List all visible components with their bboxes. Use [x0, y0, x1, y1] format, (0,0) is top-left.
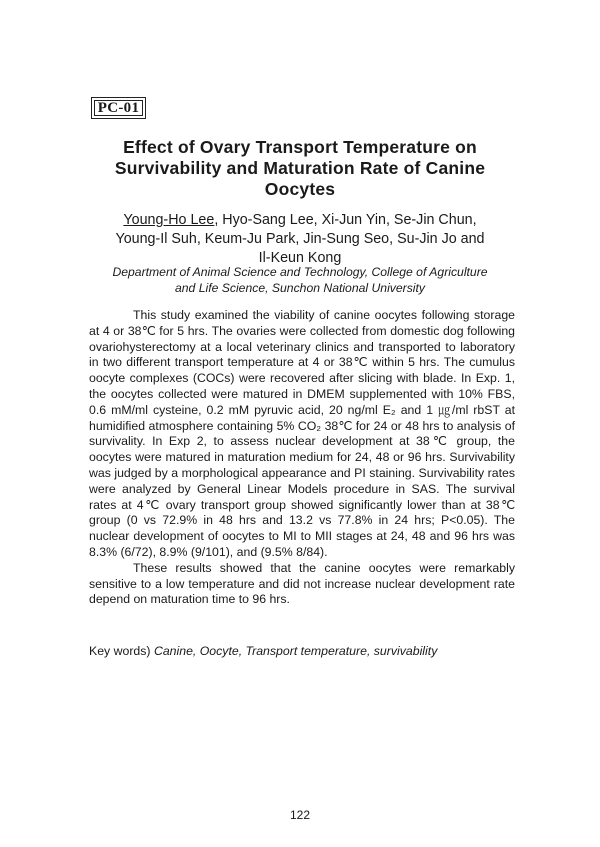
title-line: Oocytes — [264, 179, 336, 199]
keywords — [89, 643, 519, 659]
author-names: , Hyo-Sang Lee, Xi-Jun Yin, Se-Jin Chun, — [214, 212, 477, 228]
title-line: Survivability and Maturation Rate of Canine — [114, 158, 486, 178]
author-line: Young-Il Suh, Keum-Ju Park, Jin-Sung Seo, Su-Jin Jo and — [115, 231, 485, 247]
abstract-body — [89, 308, 515, 608]
title-line: Effect of Ovary Transport Temperature on — [123, 137, 477, 157]
paper-title — [90, 137, 510, 200]
presenting-author: Young-Ho Lee — [123, 212, 215, 228]
author-list — [80, 211, 520, 268]
author-line: Il-Keun Kong — [258, 250, 342, 266]
poster-code-box — [91, 97, 146, 119]
page-number: 122 — [289, 808, 311, 822]
affiliation-line: and Life Science, Sunchon National University — [175, 281, 425, 295]
abstract-paragraph: These results showed that the canine oocytes were remarkably sensitive to a low temperature and did not increase nuclear development rate depend on maturation time to 96 hrs. — [89, 560, 515, 607]
poster-code: PC-01 — [97, 100, 140, 116]
affiliation — [80, 264, 520, 296]
keywords-values: Canine, Oocyte, Transport temperature, survivability — [153, 644, 438, 658]
abstract-paragraph: This study examined the viability of canine oocytes following storage at 4 or 38℃ for 5 hrs. The ovaries were collected from domestic dog following ovariohysterectomy at a local veterinary clinics and transported to laboratory in two different transport temperature at 4 or 38℃ within 5 hrs. The cumulus oocyte complexes (COCs) were recovered after slicing with blade. In Exp. 1, the oocytes collected were matured in DMEM supplemented with 10% FBS, 0.6 mM/ml cysteine, 0.2 mM pyruvic acid, 20 ng/ml E₂ and 1 ㎍/ml rbST at humidified atmosphere containing 5% CO₂ 38℃ for 24 or 48 hrs to analysis of survivality. In Exp 2, to assess nuclear development at 38℃ group, the oocytes were matured in maturation medium for 24, 48 or 96 hrs. Survivability was judged by a morphological appearance and PI staining. Survivability rates were analyzed by General Linear Models procedure in SAS. The survival rates at 4℃ ovary transport group showed significantly lower than at 38℃ group (0 vs 72.9% in 48 hrs and 13.2 vs 77.8% in 24 hrs; P<0.05). The nuclear development of oocytes to MI to MII stages at 24, 48 and 96 hrs was 8.3% (6/72), 8.9% (9/101), and (9.5% 8/84). — [89, 308, 515, 559]
keywords-label: Key words) — [89, 644, 151, 658]
author-line — [80, 211, 520, 230]
affiliation-line: Department of Animal Science and Technology, College of Agriculture — [112, 265, 488, 279]
